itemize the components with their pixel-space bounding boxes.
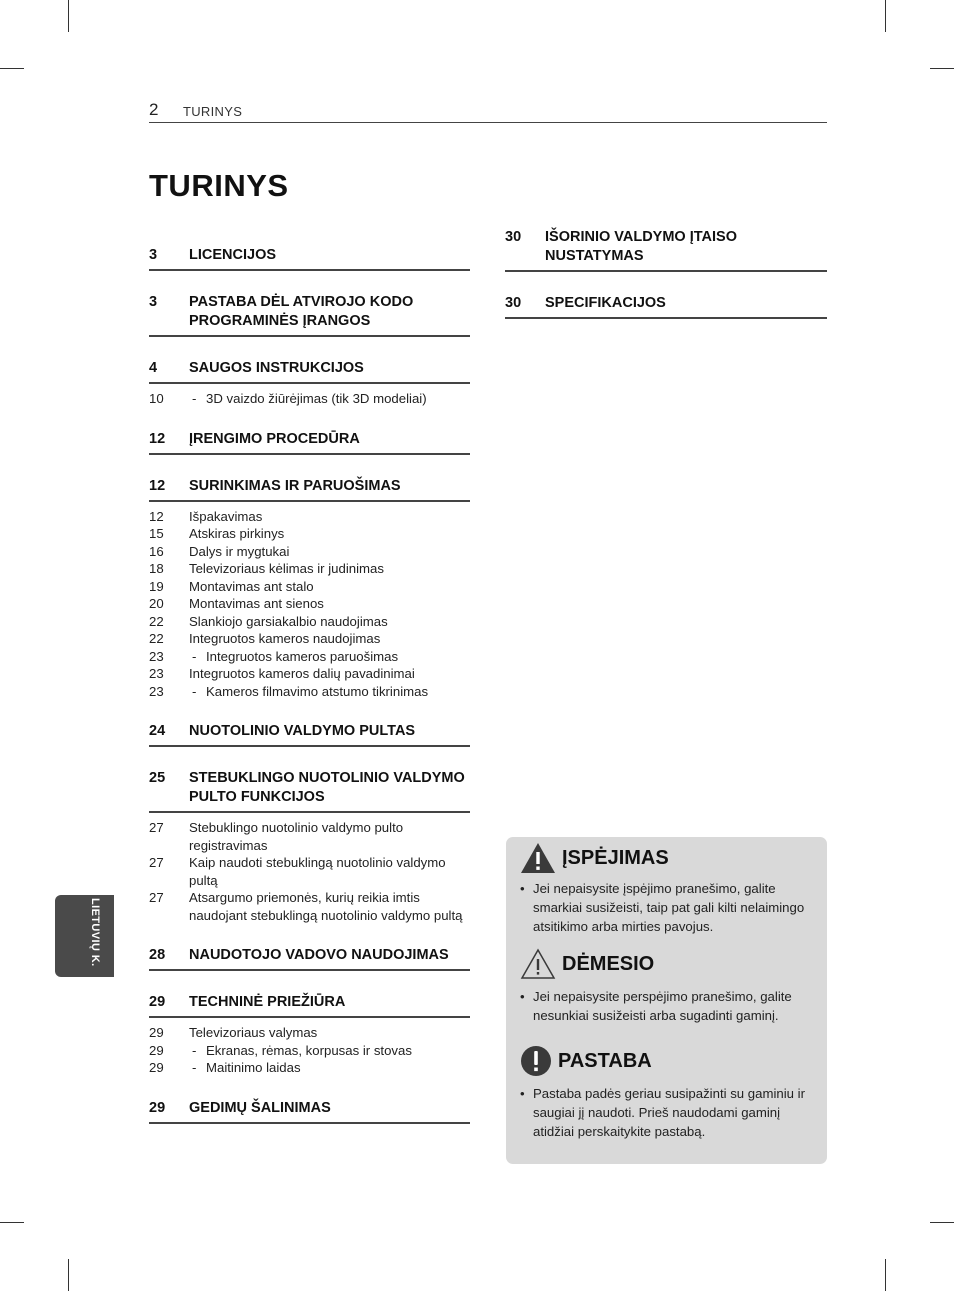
- toc-entry: [149, 613, 470, 631]
- toc-entry-dash: -: [192, 683, 197, 699]
- crop-mark: [0, 1222, 24, 1223]
- warning-text: Jei nepaisysite įspėjimo pranešimo, galite smarkiai susižeisti, taip pat gali kilti nelaimingo atsitikimo arba mirties pavojus.: [533, 881, 805, 934]
- toc-entry-title: Atskiras pirkinys: [189, 526, 285, 541]
- note-circle-icon: [520, 1045, 552, 1077]
- toc-entry: [149, 1059, 470, 1077]
- caution-block: [520, 947, 818, 1025]
- page-number: 2: [149, 100, 159, 119]
- toc-entry: [149, 525, 470, 543]
- toc-entry-page: 27: [149, 890, 164, 905]
- toc-section-title: IŠORINIO VALDYMO ĮTAISO NUSTATYMAS: [545, 229, 737, 264]
- toc-entry: [149, 648, 470, 666]
- toc-entry-title: Išpakavimas: [189, 508, 263, 524]
- toc-entry: [149, 854, 470, 889]
- warning-label: ĮSPĖJIMAS: [562, 846, 669, 869]
- warning-block: [520, 841, 818, 936]
- toc-section-title: LICENCIJOS: [189, 247, 277, 263]
- toc-section: [149, 946, 470, 971]
- toc-right-column: [505, 228, 827, 319]
- toc-entry-title: Montavimas ant sienos: [189, 596, 324, 611]
- toc-entry-page: 18: [149, 561, 164, 576]
- toc-entry: [149, 390, 470, 408]
- caution-triangle-outline-icon: [520, 948, 556, 980]
- toc-entry-page: 27: [149, 855, 164, 870]
- toc-entry-dash: -: [192, 391, 197, 406]
- crop-mark: [930, 1222, 954, 1223]
- toc-entry: [149, 595, 470, 613]
- toc-section-title: NAUDOTOJO VADOVO NAUDOJIMAS: [189, 947, 449, 963]
- toc-entry: [149, 889, 470, 924]
- toc-section: [149, 722, 470, 747]
- toc-entry-page: 22: [149, 631, 164, 646]
- toc-left-column: [149, 246, 470, 1124]
- toc-section-page: 25: [149, 770, 166, 786]
- toc-entry-page: 23: [149, 648, 164, 664]
- toc-entry-title: 3D vaizdo žiūrėjimas (tik 3D modeliai): [206, 391, 427, 406]
- toc-section-title: TECHNINĖ PRIEŽIŪRA: [189, 994, 346, 1010]
- toc-entry-page: 20: [149, 596, 164, 611]
- toc-section-page: 30: [505, 229, 522, 245]
- toc-section: [149, 293, 470, 337]
- toc-entry-page: 23: [149, 666, 164, 681]
- toc-entry-page: 10: [149, 391, 164, 406]
- toc-entry-title: Stebuklingo nuotolinio valdymo pulto registravimas: [189, 820, 404, 853]
- bullet: •: [520, 1086, 525, 1101]
- toc-section: [149, 477, 470, 701]
- header-title: TURINYS: [183, 104, 243, 119]
- toc-entry: [149, 508, 470, 526]
- toc-entry: [149, 1024, 470, 1042]
- toc-entry: [149, 543, 470, 561]
- toc-section-page: 3: [149, 247, 158, 263]
- toc-section-title: ĮRENGIMO PROCEDŪRA: [189, 430, 360, 447]
- crop-mark: [930, 68, 954, 69]
- toc-entry-page: 12: [149, 508, 164, 524]
- toc-section: [149, 1099, 470, 1124]
- toc-section: [505, 294, 827, 319]
- crop-mark: [68, 0, 69, 32]
- toc-entry-title: Integruotos kameros paruošimas: [206, 648, 399, 664]
- toc-section-title: GEDIMŲ ŠALINIMAS: [189, 1099, 331, 1116]
- toc-section-title: SPECIFIKACIJOS: [545, 295, 666, 311]
- toc-entry-title: Kaip naudoti stebuklingą nuotolinio valdymo pultą: [189, 855, 446, 888]
- toc-entry-page: 29: [149, 1060, 164, 1075]
- notice-box: [506, 837, 827, 1164]
- toc-entry-title: Kameros filmavimo atstumo tikrinimas: [206, 683, 429, 699]
- warning-triangle-icon: [520, 842, 556, 874]
- toc-entry-page: 16: [149, 543, 164, 559]
- toc-section-page: 28: [149, 947, 166, 963]
- toc-section-page: 12: [149, 430, 166, 447]
- toc-section: [149, 359, 470, 408]
- toc-section: [505, 228, 827, 272]
- toc-entry-page: 29: [149, 1025, 164, 1040]
- toc-section-page: 12: [149, 477, 166, 494]
- crop-mark: [885, 1259, 886, 1291]
- toc-entry: [149, 665, 470, 683]
- toc-entry-title: Slankiojo garsiakalbio naudojimas: [189, 613, 388, 629]
- crop-mark: [0, 68, 24, 69]
- toc-entry: [149, 630, 470, 648]
- note-label: PASTABA: [558, 1049, 652, 1072]
- toc-entry-title: Ekranas, rėmas, korpusas ir stovas: [206, 1042, 412, 1058]
- toc-section-title: NUOTOLINIO VALDYMO PULTAS: [189, 723, 416, 739]
- toc-entry-dash: -: [192, 1060, 197, 1075]
- toc-entry-page: 29: [149, 1042, 164, 1058]
- toc-section-page: 3: [149, 294, 158, 310]
- toc-entry-title: Maitinimo laidas: [206, 1060, 301, 1075]
- toc-section: [149, 430, 470, 455]
- bullet: •: [520, 881, 525, 896]
- toc-entry-title: Dalys ir mygtukai: [189, 543, 290, 559]
- toc-entry-title: Integruotos kameros naudojimas: [189, 631, 381, 646]
- language-tab: [55, 895, 114, 977]
- toc-section-title: SURINKIMAS IR PARUOŠIMAS: [189, 477, 401, 494]
- caution-label: DĖMESIO: [562, 952, 655, 975]
- toc-section-title: PASTABA DĖL ATVIROJO KODO PROGRAMINĖS ĮRANGOS: [189, 294, 414, 329]
- toc-entry-page: 23: [149, 683, 164, 699]
- toc-entry-title: Montavimas ant stalo: [189, 578, 314, 594]
- toc-section-page: 29: [149, 1099, 166, 1116]
- bullet: •: [520, 989, 525, 1004]
- toc-section-page: 30: [505, 295, 522, 311]
- toc-section-title: SAUGOS INSTRUKCIJOS: [189, 360, 364, 376]
- toc-entry: [149, 560, 470, 578]
- toc-section-page: 24: [149, 723, 166, 739]
- toc-entry-title: Integruotos kameros dalių pavadinimai: [189, 666, 415, 681]
- toc-entry-title: Atsargumo priemonės, kurių reikia imtis naudojant stebuklingą nuotolinio valdymo pultą: [189, 890, 463, 923]
- toc-entry: [149, 1042, 470, 1060]
- toc-entry-page: 19: [149, 578, 164, 594]
- toc-section-page: 29: [149, 994, 166, 1010]
- toc-section: [149, 769, 470, 924]
- toc-section: [149, 993, 470, 1077]
- note-block: [520, 1044, 818, 1141]
- toc-section-page: 4: [149, 360, 158, 376]
- crop-mark: [68, 1259, 69, 1291]
- toc-entry-title: Televizoriaus valymas: [189, 1025, 318, 1040]
- toc-entry: [149, 819, 470, 854]
- toc-entry-page: 27: [149, 820, 164, 835]
- running-header: [149, 100, 827, 123]
- caution-text: Jei nepaisysite perspėjimo pranešimo, galite nesunkiai susižeisti arba sugadinti gaminį.: [533, 989, 792, 1023]
- toc-entry-page: 22: [149, 613, 164, 629]
- toc-entry-title: Televizoriaus kėlimas ir judinimas: [189, 561, 384, 576]
- language-tab-label: LIETUVIŲ K.: [89, 898, 101, 967]
- crop-mark: [885, 0, 886, 32]
- toc-entry-page: 15: [149, 526, 164, 541]
- toc-entry: [149, 683, 470, 701]
- toc-section-title: STEBUKLINGO NUOTOLINIO VALDYMO PULTO FUNKCIJOS: [189, 770, 465, 805]
- toc-entry: [149, 578, 470, 596]
- toc-entry-dash: -: [192, 1042, 197, 1058]
- toc-entry-dash: -: [192, 648, 197, 664]
- toc-section: [149, 246, 470, 271]
- page-title: TURINYS: [149, 168, 289, 203]
- note-text: Pastaba padės geriau susipažinti su gaminiu ir saugiai jį naudoti. Prieš naudodami gaminį atidžiai perskaitykite pastabą.: [533, 1086, 805, 1139]
